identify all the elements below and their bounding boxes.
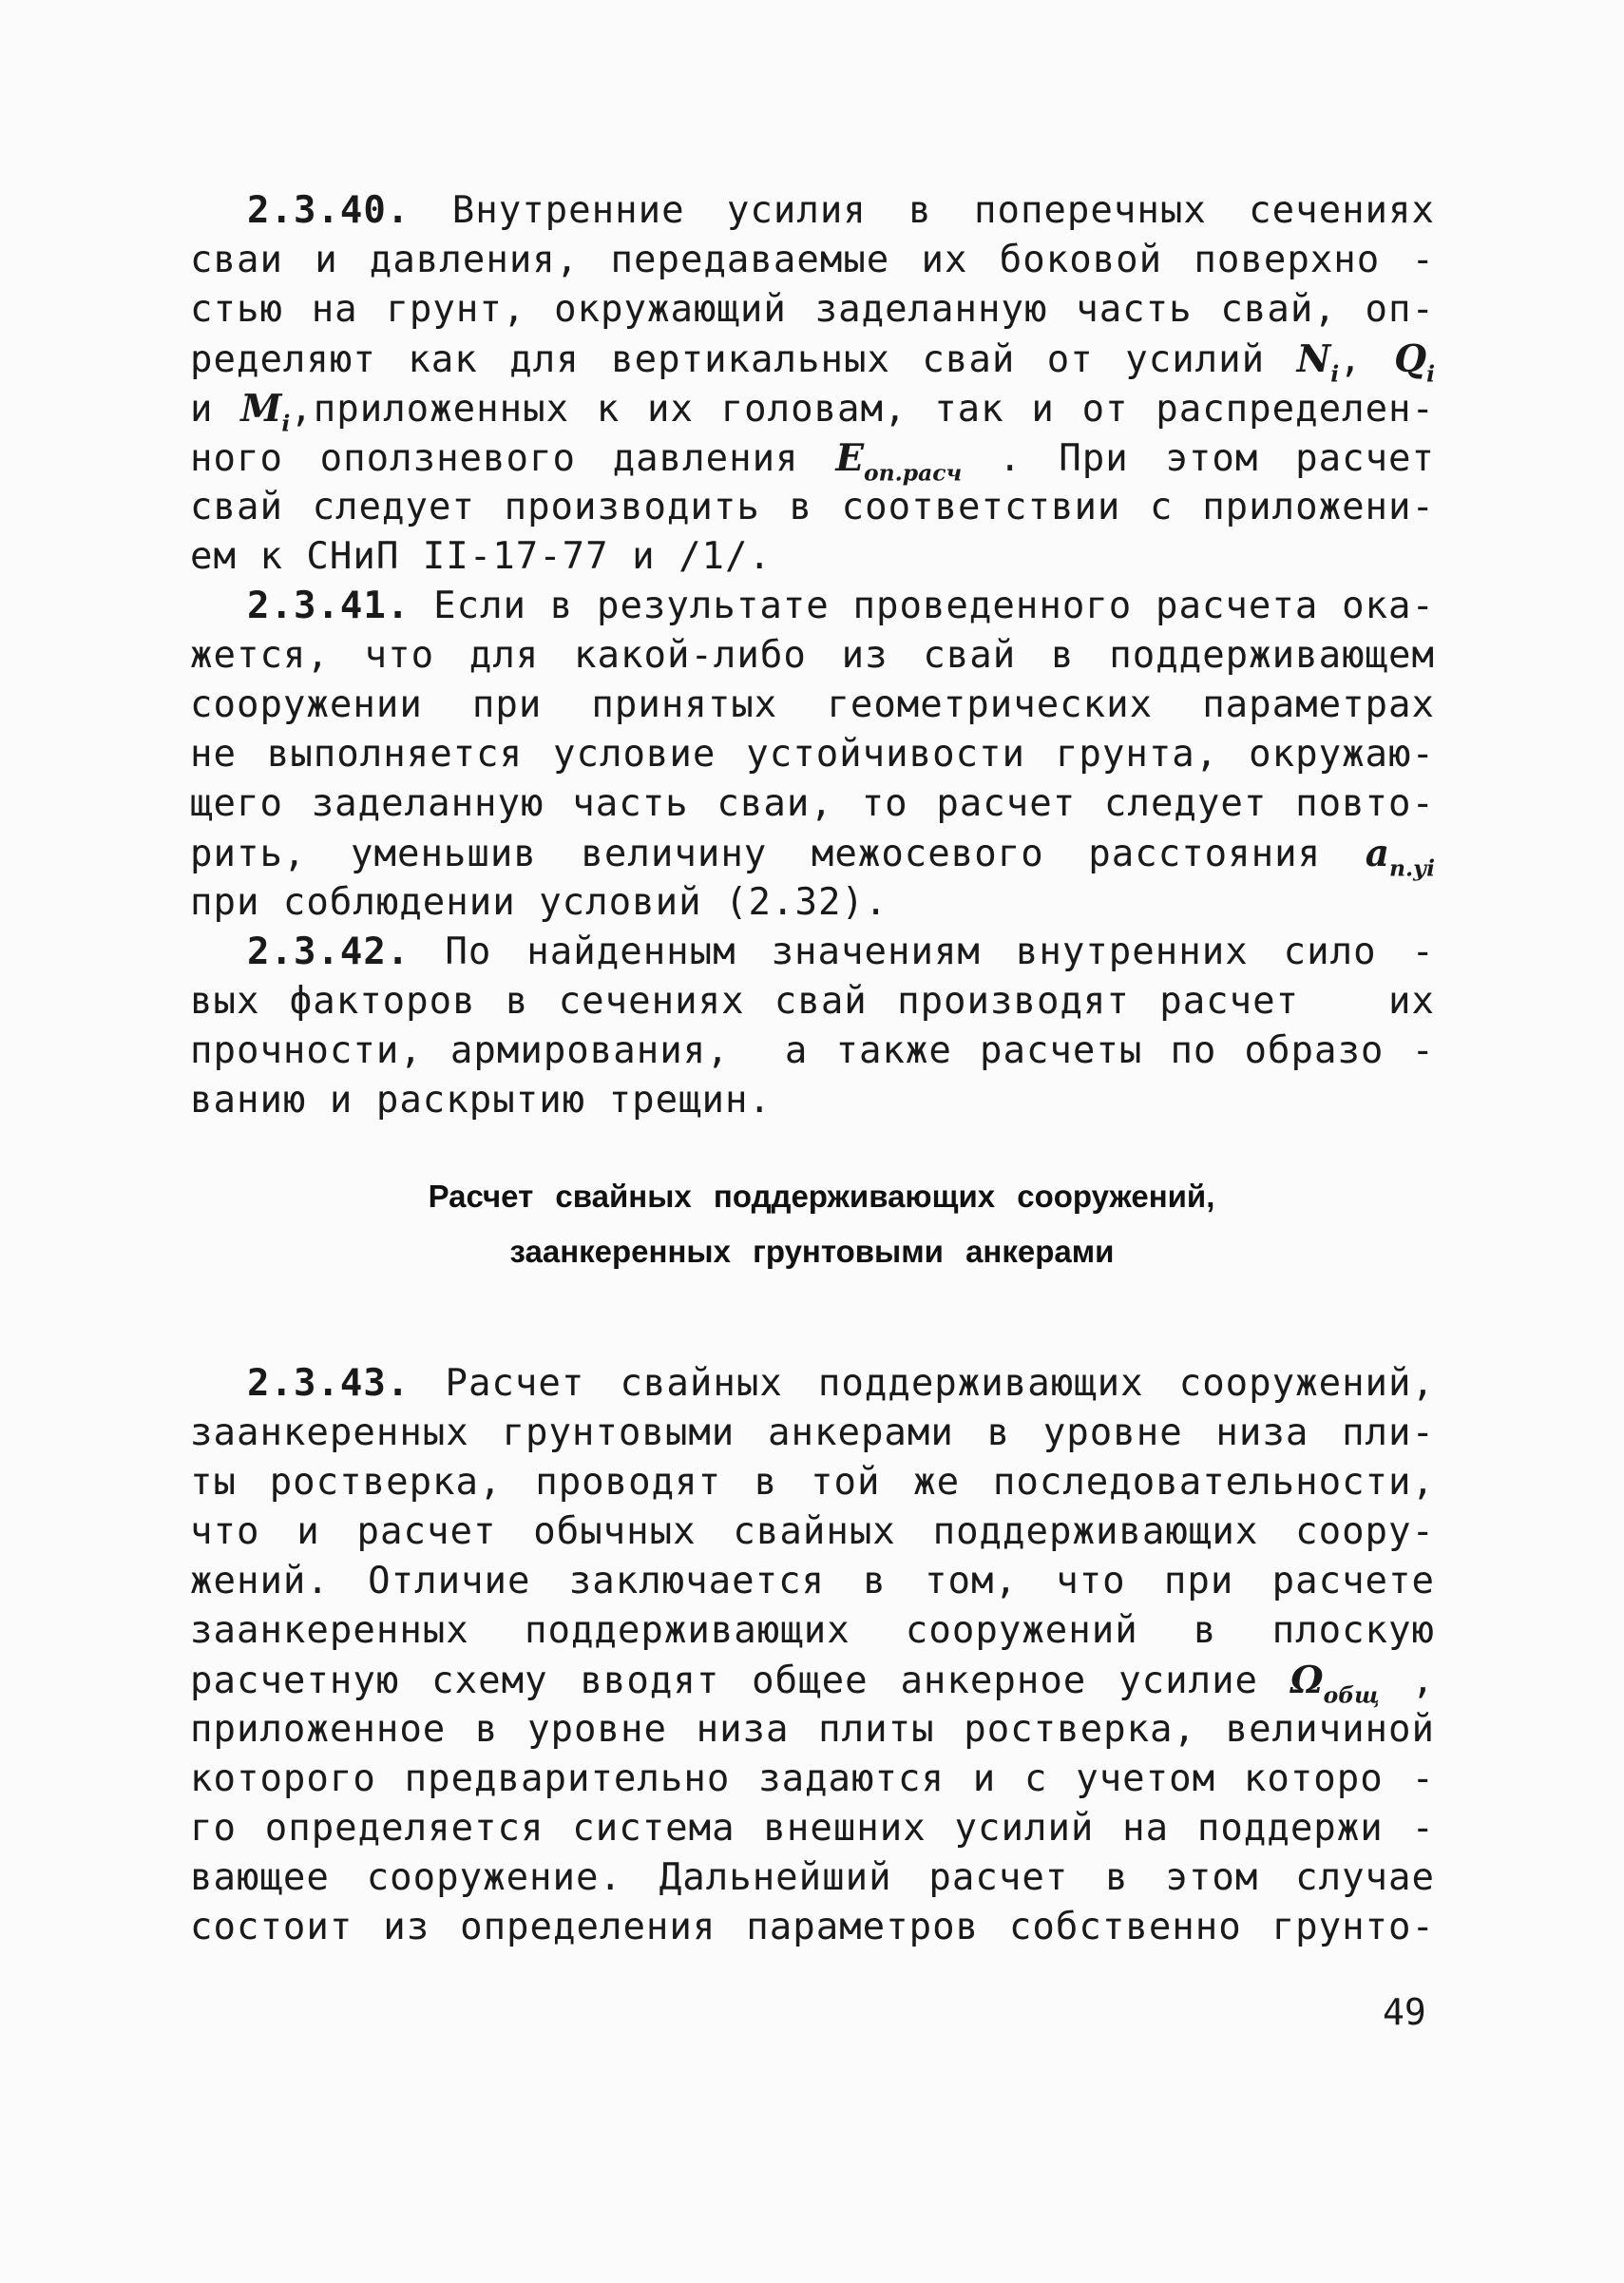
section-heading-line-1: Расчет свайных поддерживающих сооружений, — [428, 1179, 1215, 1214]
paragraph-line — [190, 829, 1435, 882]
paragraph-line: приложенное в уровне низа плиты ростверка, величиной — [190, 1708, 1435, 1751]
paragraph-line: вых факторов в сечениях свай производят расчет их — [190, 980, 1435, 1023]
paragraph-line: вающее сооружение. Дальнейший расчет в этом случае — [190, 1856, 1435, 1899]
line-text: ного оползневого давления — [190, 437, 799, 480]
line-text: При этом расчет — [1059, 437, 1436, 480]
paragraph-line: го определяется система внешних усилий на поддержи - — [190, 1807, 1435, 1850]
paragraph-line: ем к СНиП II-17-77 и /1/. — [190, 535, 772, 578]
paragraph-line: ванию и раскрытию трещин. — [190, 1079, 772, 1122]
line-text: Если в результате проведенного расчета ока- — [433, 585, 1435, 627]
symbol-M-i: $M_i$ — [240, 387, 291, 437]
paragraph-line: сооружении при принятых геометрических параметрах — [190, 683, 1435, 726]
paragraph-number: 2.3.40. — [247, 189, 411, 232]
paragraph-number: 2.3.41. — [247, 585, 411, 627]
paragraph-line: ного оползневого давления $E_{оп.расч}$ . При этом расчет — [190, 436, 1436, 487]
line-text: Внутренние усилия в поперечных сечениях — [451, 189, 1435, 232]
paragraph-line: заанкеренных грунтовыми анкерами в уровне низа пли- — [190, 1411, 1435, 1454]
paragraph-line — [190, 1359, 1435, 1409]
paragraph-2-3-43 — [190, 1359, 1435, 1952]
symbol-omega-obsch: $\Omega_{общ}$ — [1290, 1659, 1380, 1709]
paragraph-line — [190, 928, 1435, 977]
paragraph-line — [190, 582, 1435, 631]
section-heading-line-2: заанкеренных грунтовыми анкерами — [509, 1234, 1115, 1269]
paragraph-number: 2.3.42. — [247, 930, 411, 973]
page-number: 49 — [1383, 1991, 1426, 2033]
line-text: Расчет свайных поддерживающих сооружений, — [445, 1362, 1435, 1405]
line-text: ределяют как для вертикальных свай от усилий — [190, 338, 1266, 381]
paragraph-2-3-40 — [190, 186, 1435, 582]
paragraph-2-3-41 — [190, 582, 1435, 928]
paragraph-2-3-42 — [190, 928, 1435, 1125]
symbol-Q-i: $Q_i$ — [1394, 337, 1435, 388]
paragraph-line — [190, 186, 1435, 236]
symbol-E-op-rasch: $E_{оп.расч}$ — [835, 436, 963, 487]
paragraph-line: сваи и давления, передаваемые их боковой поверхно - — [190, 239, 1435, 281]
line-text: приложенных к их головам, так и от распределен- — [313, 388, 1436, 431]
paragraph-line: жений. Отличие заключается в том, что при расчете — [190, 1560, 1435, 1602]
paragraph-line: щего заделанную часть сваи, то расчет следует повто- — [190, 782, 1435, 825]
paragraph-number: 2.3.43. — [247, 1362, 411, 1405]
symbol-N-i: $N_i$ — [1296, 337, 1340, 388]
line-text: и — [190, 388, 214, 431]
line-text: рить, уменьшив величину межосевого расстояния — [190, 833, 1322, 875]
paragraph-line: которого предварительно задаются и с учетом которо - — [190, 1757, 1435, 1800]
line-text: По найденным значениям внутренних сило - — [445, 930, 1436, 973]
line-text: расчетную схему вводят общее анкерное усилие — [190, 1659, 1259, 1702]
paragraph-line: не выполняется условие устойчивости грунта, окружаю- — [190, 733, 1435, 776]
paragraph-line: прочности, армирования, а также расчеты по образо - — [190, 1029, 1435, 1072]
paragraph-line: ределяют как для вертикальных свай от усилий $N_i$, $Q_i$ — [190, 337, 1435, 388]
paragraph-line: жется, что для какой-либо из свай в поддерживающем — [190, 634, 1435, 677]
paragraph-line: состоит из определения параметров собственно грунто- — [190, 1906, 1435, 1948]
symbol-a-n-yi: $a_{п.уi}$ — [1365, 832, 1435, 882]
paragraph-line: и $M_i,приложенных$ к их головам, так и от распределен- — [190, 387, 1436, 437]
paragraph-line: ты ростверка, проводят в той же последовательности, — [190, 1461, 1435, 1504]
paragraph-line: заанкеренных поддерживающих сооружений в плоскую — [190, 1609, 1435, 1652]
paragraph-line: при соблюдении условий (2.32). — [190, 881, 888, 924]
paragraph-line: свай следует производить в соответствии с приложени- — [190, 486, 1435, 528]
paragraph-line: что и расчет обычных свайных поддерживающих соору- — [190, 1510, 1435, 1553]
paragraph-line: расчетную схему вводят общее анкерное усилие $\Omega_{общ}$ , — [190, 1659, 1435, 1709]
paragraph-line: стью на грунт, окружающий заделанную часть свай, оп- — [190, 288, 1435, 331]
